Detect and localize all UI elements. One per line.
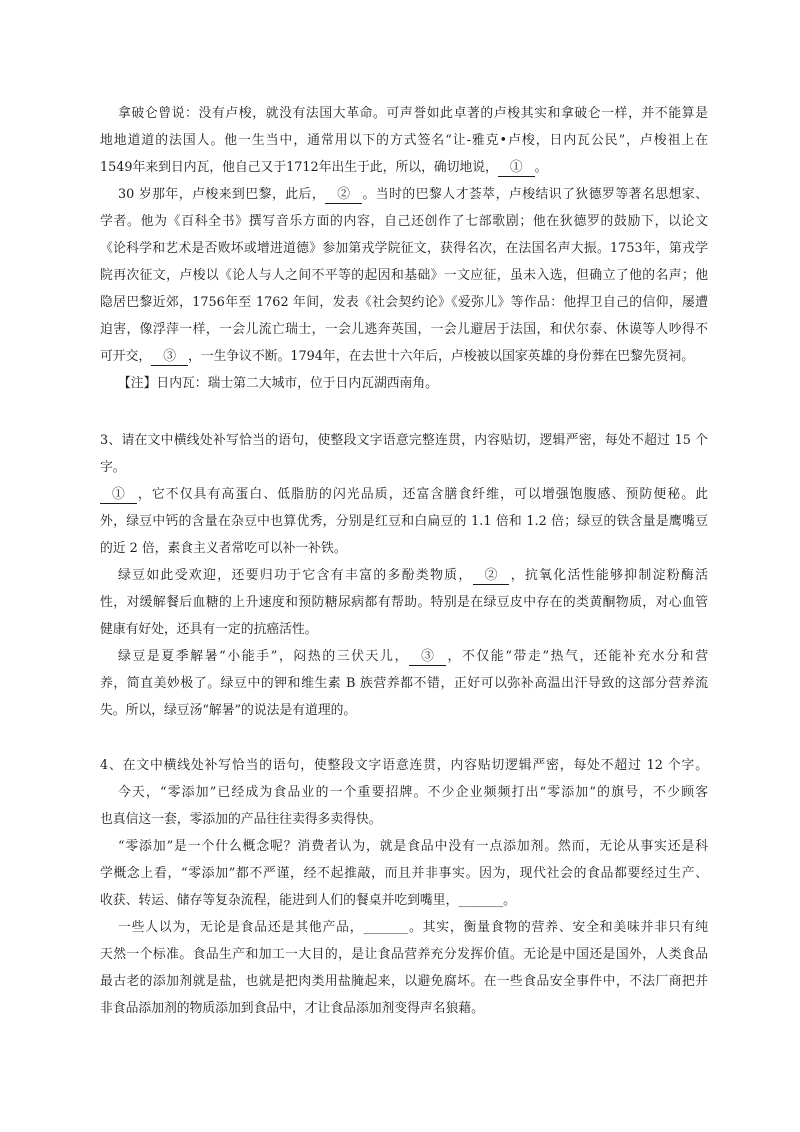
text-segment: ，抗氧化活性能够抑制淀粉酶活 xyxy=(509,568,709,583)
text-line: 迫害，像浮萍一样，一会儿流亡瑞士，一会儿逃奔英国，一会儿避居于法国，和伏尔泰、休谟等人吵得不 xyxy=(100,322,708,337)
text-line: 外，绿豆中钙的含量在杂豆中也算优秀，分别是红豆和白扁豆的 1.1 倍和 1.2 倍；绿豆的铁含量是鹰嘴豆 xyxy=(100,514,708,529)
paragraph xyxy=(100,833,708,914)
answer-blank-2: ② xyxy=(325,187,362,204)
text-segment: 。当时的巴黎人才荟萃，卢梭结识了狄德罗等著名思想家、 xyxy=(361,187,709,202)
paragraph xyxy=(100,914,708,1022)
text-line: 养，简直美妙极了。绿豆中的钾和维生素 B 族营养都不错，正好可以弥补高温出汗导致的这部分营养流 xyxy=(100,676,708,691)
text-segment: 。其实，衡量食物的营养、安全和美味并非只有纯 xyxy=(408,920,709,935)
answer-blank-1: ① xyxy=(498,160,535,177)
text-line: 地地道道的法国人。他一生当中，通常用以下的方式签名“让-雅克•卢梭，日内瓦公民”，卢梭祖上在 xyxy=(100,133,708,148)
text-segment: 绿豆是夏季解暑“小能手”，闷热的三伏天儿， xyxy=(118,649,410,664)
text-line: 失。所以，绿豆汤“解暑”的说法是有道理的。 xyxy=(100,703,357,718)
question-prompt: 4、在文中横线处补写恰当的语句，使整段文字语意连贯，内容贴切逻辑严密，每处不超过 12 个字。 xyxy=(100,758,708,773)
text-segment: 30 岁那年，卢梭来到巴黎，此后， xyxy=(118,187,326,202)
text-segment: 收获、转运、储存等复杂流程，能进到人们的餐桌并吃到嘴里， xyxy=(100,893,459,908)
text-segment: 绿豆如此受欢迎，还要归功于它含有丰富的多酚类物质， xyxy=(118,568,473,583)
paragraph xyxy=(100,481,708,562)
text-segment: 。 xyxy=(503,893,516,908)
text-line: 今天，“零添加”已经成为食品业的一个重要招牌。不少企业频频打出“零添加”的旗号，不少顾客 xyxy=(118,785,708,800)
text-segment: ，它不仅具有高蛋白、低脂肪的闪光品质，还富含膳食纤维，可以增强饱腹感、预防便秘。此 xyxy=(136,487,708,502)
text-line: 《论科学和艺术是否败坏或增进道德》参加第戎学院征文，获得名次，在法国名声大振。1753年，第戎学 xyxy=(100,241,708,256)
paragraph xyxy=(100,643,708,724)
text-line: 健康有好处，还具有一定的抗癌活性。 xyxy=(100,622,318,637)
text-line: 拿破仑曾说：没有卢梭，就没有法国大革命。可声誉如此卓著的卢梭其实和拿破仑一样，并不能算是 xyxy=(118,106,708,121)
text-line xyxy=(100,887,708,914)
text-segment: 可开交， xyxy=(100,349,152,364)
text-line: 最古老的添加剂就是盐，也就是把肉类用盐腌起来，以避免腐坏。在一些食品安全事件中，不法厂商把并 xyxy=(100,974,708,989)
text-line: 性，对缓解餐后血糖的上升速度和预防糖尿病都有帮助。特别是在绿豆皮中存在的类黄酮物质，对心血管 xyxy=(100,595,708,610)
answer-blank-2: _______ xyxy=(363,920,409,935)
text-segment: 1549年来到日内瓦，他自己又于1712年出生于此，所以，确切地说， xyxy=(100,160,498,175)
text-segment: ，一生争议不断。1794年，在去世十六年后，卢梭被以国家英雄的身份葬在巴黎先贤祠。 xyxy=(187,349,695,364)
text-line xyxy=(100,154,708,181)
paragraph xyxy=(100,100,708,181)
text-line xyxy=(100,562,708,589)
text-line: 的近 2 倍，素食主义者常吃可以补一补铁。 xyxy=(100,541,347,556)
text-line: 院再次征文，卢梭以《论人与人之间不平等的起因和基础》一文应征，虽未入选，但确立了他的名声；他 xyxy=(100,268,708,283)
text-line xyxy=(100,181,708,208)
text-line: 隐居巴黎近郊，1756年至 1762 年间，发表《社会契约论》《爱弥儿》等作品：他捍卫自己的信仰，屡遭 xyxy=(100,295,708,310)
answer-blank-2: ② xyxy=(473,568,510,585)
text-line xyxy=(100,481,708,508)
answer-blank-3: ③ xyxy=(409,649,446,666)
question-prompt: 字。 xyxy=(100,460,126,475)
text-line: 非食品添加剂的物质添加到食品中，才让食品添加剂变得声名狼藉。 xyxy=(100,1001,484,1016)
text-line xyxy=(100,914,708,941)
text-line: 学者。他为《百科全书》撰写音乐方面的内容，自己还创作了七部歌剧；他在狄德罗的鼓励下，以论文 xyxy=(100,214,708,229)
answer-blank-1: ① xyxy=(100,487,137,504)
answer-blank-3: ③ xyxy=(151,349,188,366)
question-prompt: 3、请在文中横线处补写恰当的语句，使整段文字语意完整连贯，内容贴切，逻辑严密，每处不超过 15 个 xyxy=(100,433,708,448)
text-segment: 一些人以为，无论是食品还是其他产品， xyxy=(118,920,364,935)
reading-passage xyxy=(100,100,708,397)
paragraph xyxy=(100,779,708,833)
answer-blank-1: _______ xyxy=(458,893,504,908)
question-3 xyxy=(100,427,708,724)
text-line: 学概念上看，“零添加”都不严谨，经不起推敲，而且并非事实。因为，现代社会的食品都要经过生产、 xyxy=(100,866,708,881)
text-line xyxy=(100,343,708,370)
document-body xyxy=(100,100,708,1022)
paragraph xyxy=(100,181,708,370)
annotation-note: 【注】日内瓦：瑞士第二大城市，位于日内瓦湖西南角。 xyxy=(118,376,438,391)
text-segment: ，不仅能“带走”热气，还能补充水分和营 xyxy=(445,649,708,664)
text-line: “零添加”是一个什么概念呢？消费者认为，就是食品中没有一点添加剂。然而，无论从事实还是科 xyxy=(118,839,708,854)
paragraph xyxy=(100,562,708,643)
text-line: 也真信这一套，零添加的产品往往卖得多卖得快。 xyxy=(100,812,382,827)
question-4 xyxy=(100,752,708,1022)
text-segment: 。 xyxy=(534,160,548,175)
text-line: 天然一个标准。食品生产和加工一大目的，是让食品营养充分发挥价值。无论是中国还是国外，人类食品 xyxy=(100,947,708,962)
text-line xyxy=(100,643,708,670)
